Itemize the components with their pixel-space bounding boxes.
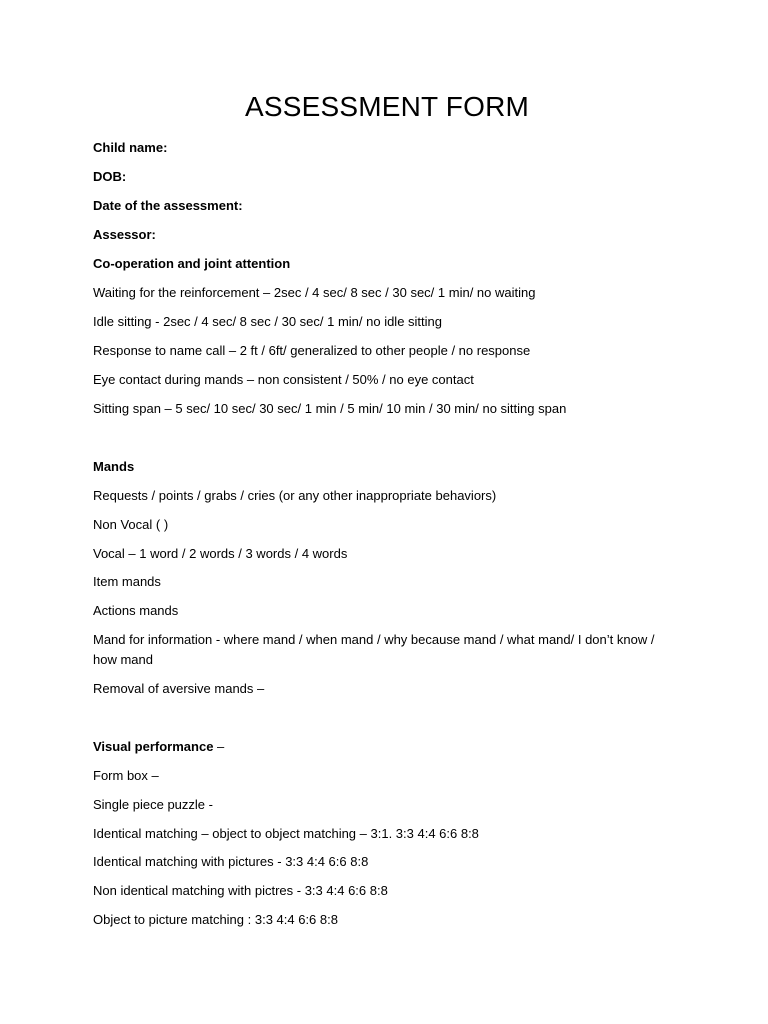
- child-name-label: Child name:: [93, 140, 168, 155]
- cooperation-item: Idle sitting - 2sec / 4 sec/ 8 sec / 30 sec/ 1 min/ no idle sitting: [93, 314, 443, 329]
- visual-item: Identical matching – object to object matching – 3:1. 3:3 4:4 6:6 8:8: [93, 826, 479, 841]
- visual-item: Non identical matching with pictres - 3:3 4:4 6:6 8:8: [93, 883, 388, 898]
- cooperation-item: Eye contact during mands – non consistent / 50% / no eye contact: [93, 372, 474, 387]
- mands-heading: Mands: [93, 459, 135, 474]
- visual-item: Object to picture matching : 3:3 4:4 6:6 8:8: [93, 912, 338, 927]
- cooperation-item: Response to name call – 2 ft / 6ft/ generalized to other people / no response: [93, 343, 531, 358]
- page-title: ASSESSMENT FORM: [244, 91, 530, 122]
- visual-item: Form box –: [93, 768, 159, 783]
- mands-item: Removal of aversive mands –: [93, 681, 265, 696]
- mands-item: Requests / points / grabs / cries (or any other inappropriate behaviors): [93, 488, 497, 503]
- cooperation-item: Sitting span – 5 sec/ 10 sec/ 30 sec/ 1 min / 5 min/ 10 min / 30 min/ no sitting span: [93, 401, 567, 416]
- visual-heading-line: [93, 737, 693, 757]
- assessment-date-label: Date of the assessment:: [93, 198, 243, 213]
- cooperation-heading: Co-operation and joint attention: [93, 256, 291, 271]
- visual-item: Single piece puzzle -: [93, 797, 213, 812]
- mands-item: Non Vocal ( ): [93, 517, 169, 532]
- mands-item: Item mands: [93, 574, 161, 589]
- visual-item: Identical matching with pictures - 3:3 4:4 6:6 8:8: [93, 854, 369, 869]
- dob-label: DOB:: [93, 169, 127, 184]
- visual-heading: Visual performance: [93, 739, 214, 754]
- cooperation-item: Waiting for the reinforcement – 2sec / 4 sec/ 8 sec / 30 sec/ 1 min/ no waiting: [93, 285, 536, 300]
- mands-item: Mand for information - where mand / when mand / why because mand / what mand/ I don’t know / how mand: [93, 632, 655, 667]
- mands-item: Actions mands: [93, 603, 179, 618]
- assessor-label: Assessor:: [93, 227, 156, 242]
- visual-heading-suffix: –: [213, 739, 225, 754]
- mands-item: Vocal – 1 word / 2 words / 3 words / 4 words: [93, 546, 348, 561]
